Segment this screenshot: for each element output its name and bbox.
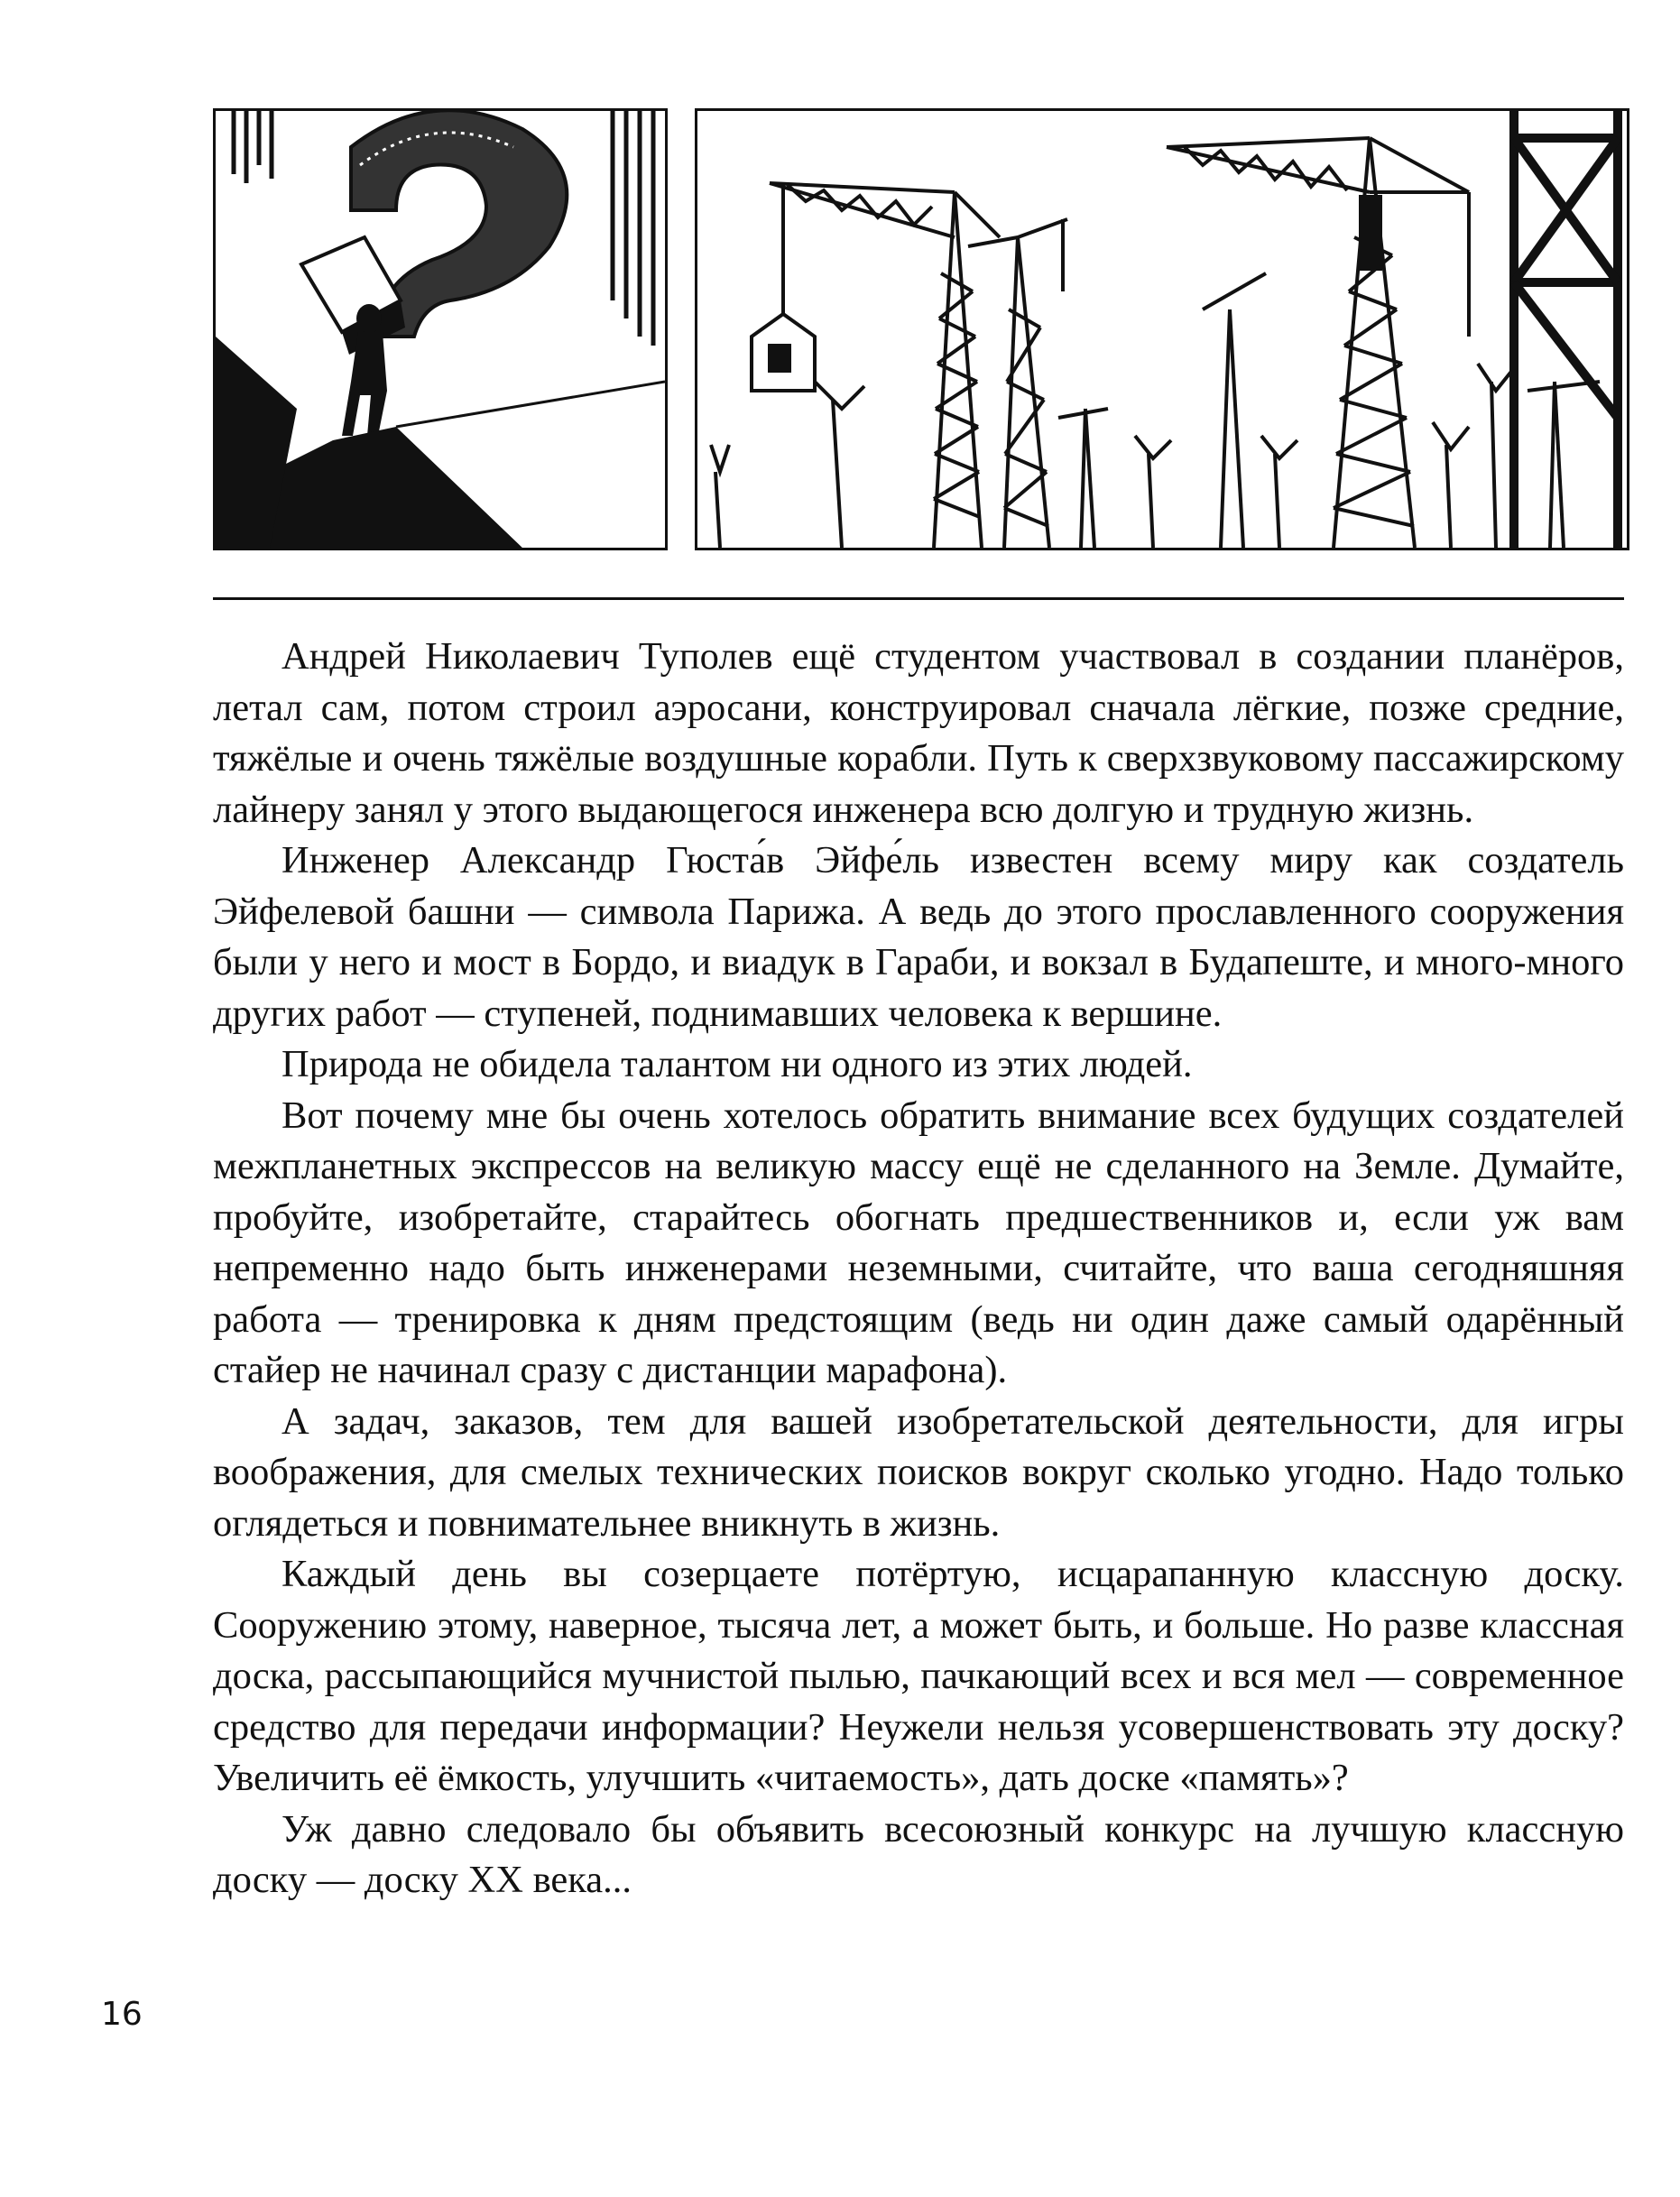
construction-cranes-illustration — [695, 108, 1629, 550]
paragraph: Вот почему мне бы очень хотелось обратить внимание всех будущих создателей межпланетных экспрессов на великую массу ещё не сделанного на Земле. Думайте, пробуйте, изобретайте, старайтесь обогнать предшественников и, если уж вам непременно надо быть инженерами неземными, считайте, что ваша сегодняшняя работа — тренировка к дням предстоящим (ведь ни один даже самый одарённый стайер не начинал сразу с дистанции марафона). — [213, 1094, 1624, 1391]
horizontal-rule — [213, 597, 1624, 600]
paragraph: Андрей Николаевич Туполев ещё студентом участвовал в создании планёров, летал сам, потом строил аэросани, конструировал сначала лёгкие, позже средние, тяжёлые и очень тяжёлые воздушные корабли. Путь к сверхзвуковому пассажирскому лайнеру занял у этого выдающегося инженера всю долгую и трудную жизнь. — [213, 635, 1624, 831]
paragraph: Природа не обидела талантом ни одного из этих людей. — [282, 1043, 1193, 1085]
paragraph: Инженер Александр Гюста́в Эйфе́ль известен всему миру как создатель Эйфелевой башни — символа Парижа. А ведь до этого прославленного сооружения были у него и мост в Бордо, и виадук в Гараби, и вокзал в Будапеште, и много-много других работ — ступеней, поднимавших человека к вершине. — [213, 839, 1624, 1035]
question-mark-figure-illustration — [213, 108, 668, 550]
paragraph: Каждый день вы созерцаете потёртую, исцарапанную классную доску. Сооружению этому, наверное, тысяча лет, а может быть, и больше. Но разве классная доска, рассыпающийся мучнистой пылью, пачкающий всех и вся мел — современное средство для передачи информации? Неужели нельзя усовершенствовать эту доску? Увеличить её ёмкость, улучшить «читаемость», дать доске «память»? — [213, 1553, 1624, 1799]
paragraph: А задач, заказов, тем для вашей изобретательской деятельности, для игры воображения, для смелых технических поисков вокруг сколько угодно. Надо только оглядеться и повнимательнее вникнуть в жизнь. — [213, 1399, 1624, 1545]
page-number: 16 — [101, 1996, 143, 2033]
paragraph: Уж давно следовало бы объявить всесоюзный конкурс на лучшую классную доску — доску XX века... — [213, 1807, 1624, 1901]
body-text — [213, 632, 1624, 1906]
